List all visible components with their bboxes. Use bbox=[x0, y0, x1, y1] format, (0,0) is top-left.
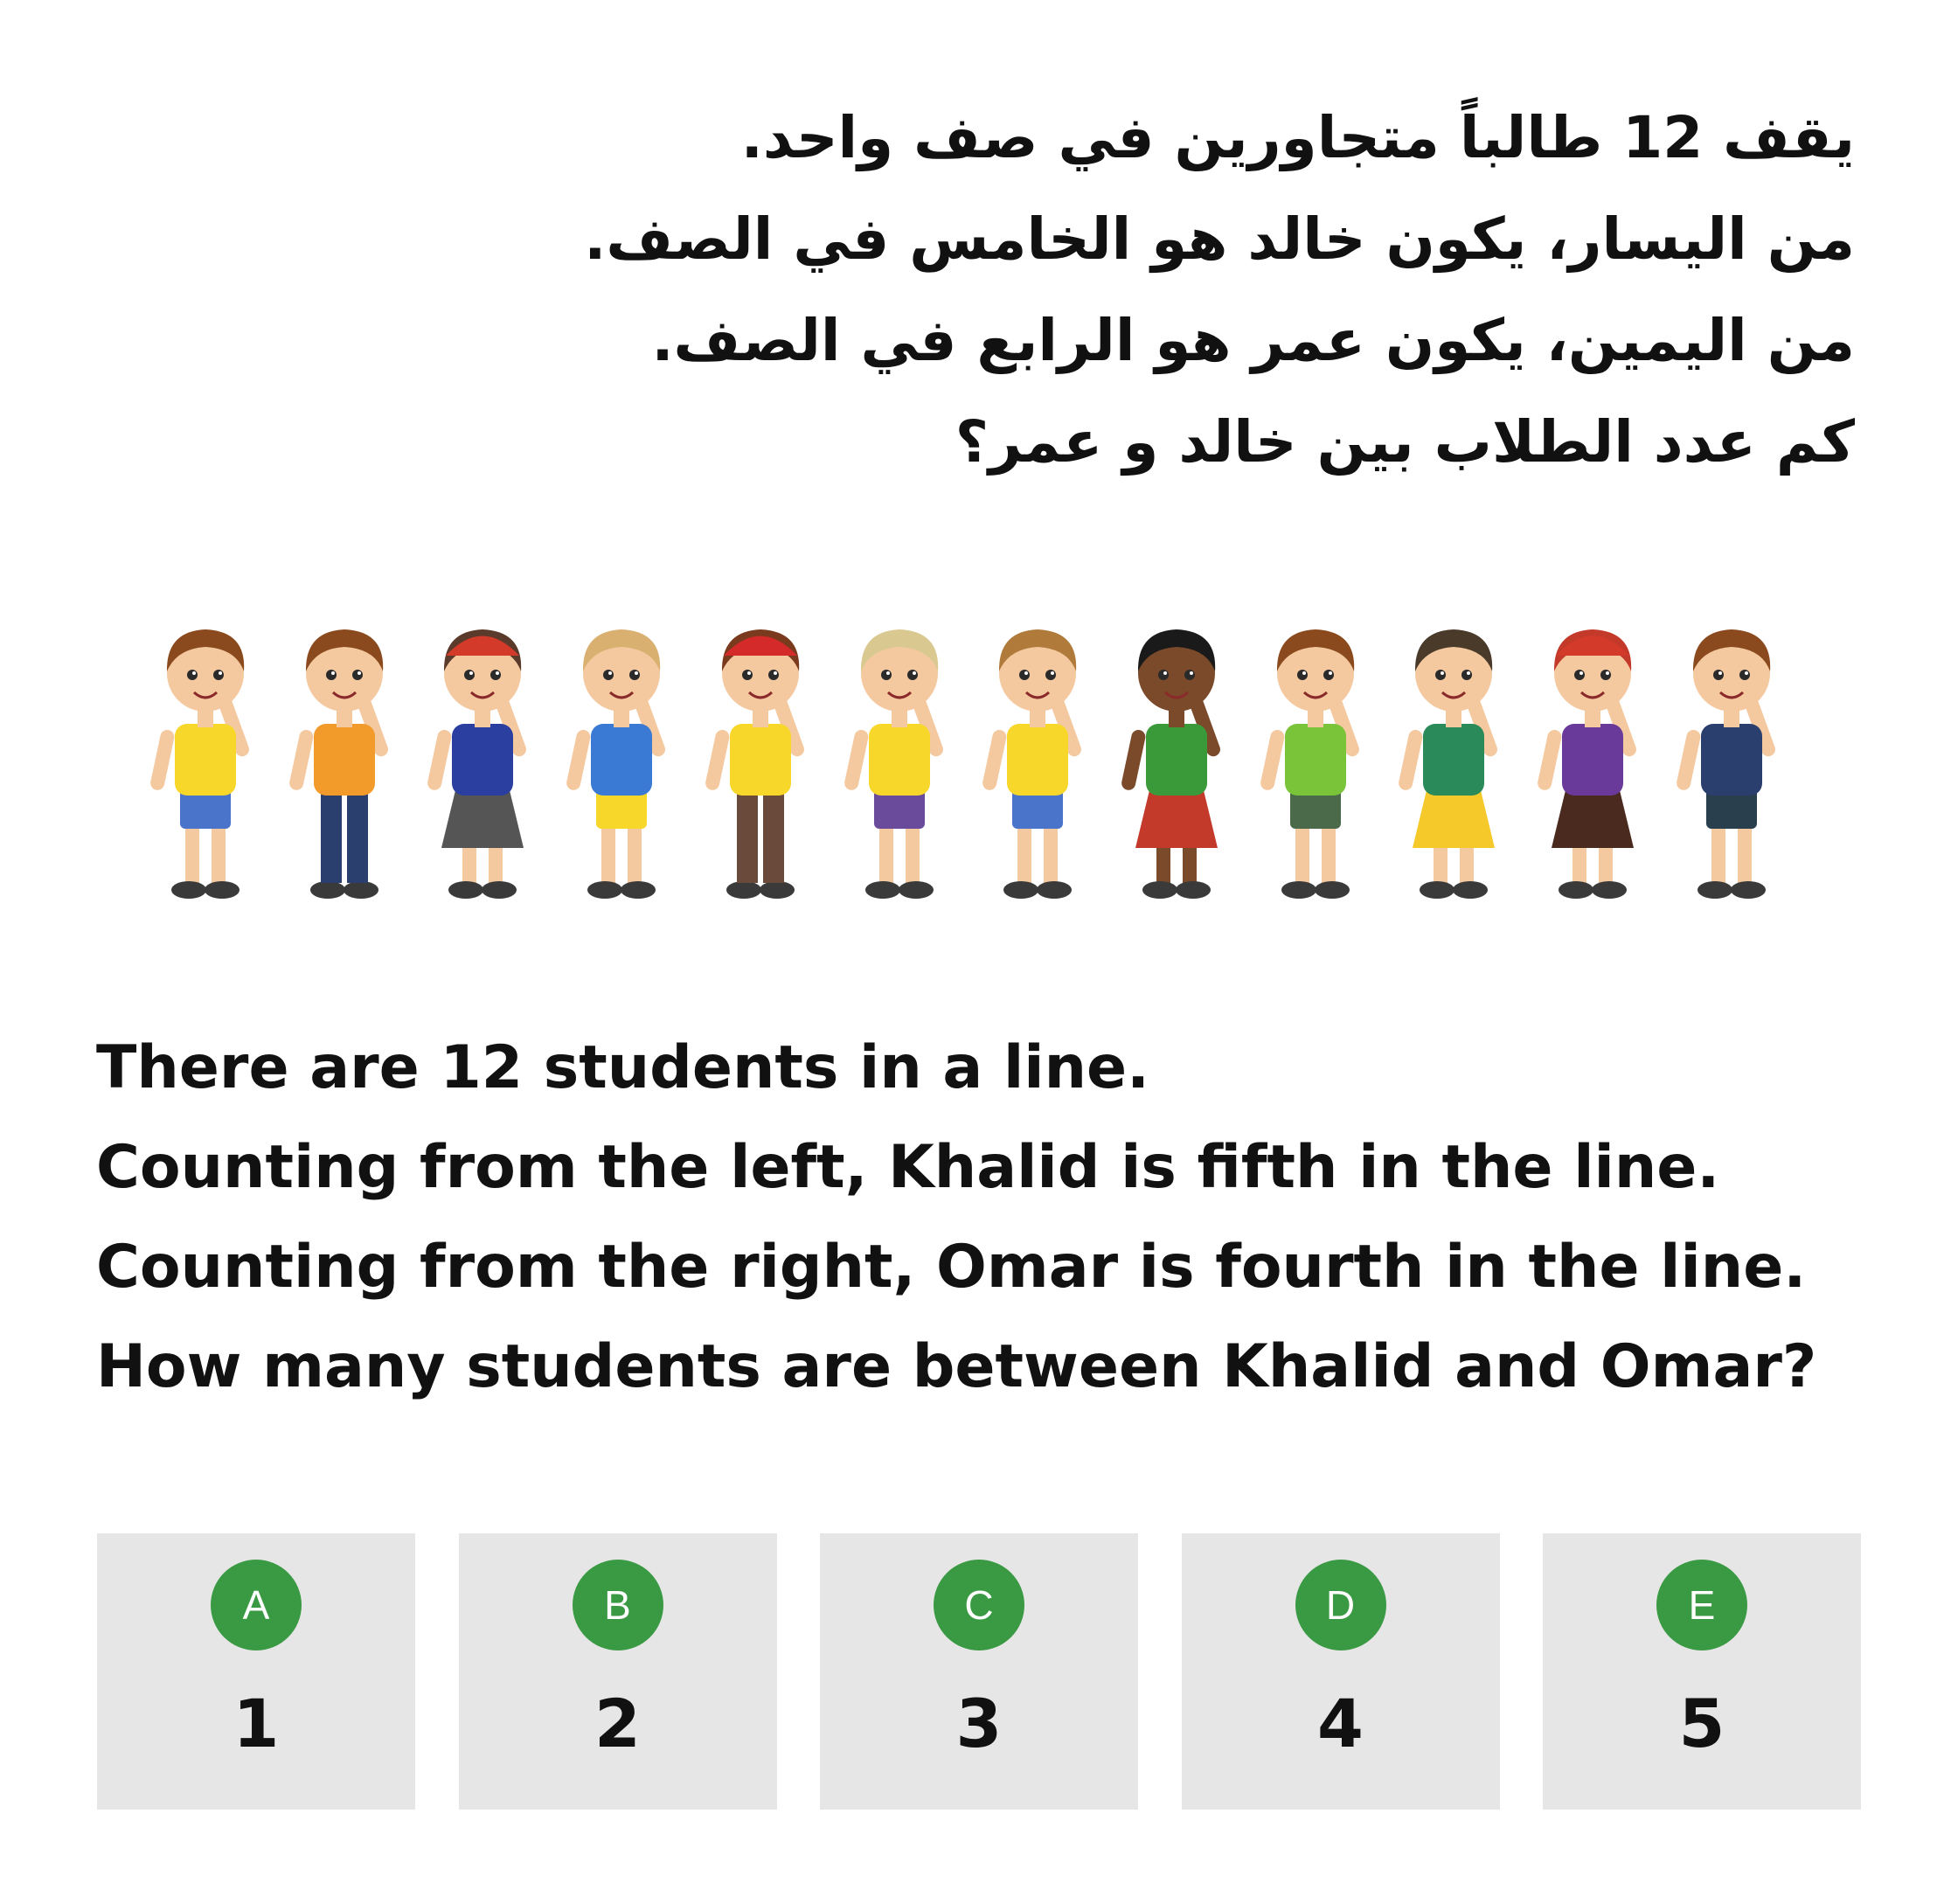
student-figure bbox=[1388, 612, 1519, 909]
option-letter-badge: D bbox=[1295, 1560, 1386, 1650]
student-figure bbox=[1111, 612, 1242, 909]
students-illustration bbox=[140, 603, 1797, 909]
student-figure bbox=[972, 612, 1103, 909]
option-letter-badge: B bbox=[573, 1560, 663, 1650]
option-value: 4 bbox=[1317, 1685, 1364, 1762]
option-value: 1 bbox=[233, 1685, 280, 1762]
english-question-line: Counting from the right, Omar is fourth in the line. bbox=[96, 1233, 1807, 1302]
student-figure bbox=[1666, 612, 1797, 909]
student-figure bbox=[556, 612, 687, 909]
student-figure bbox=[1250, 612, 1381, 909]
student-figure bbox=[417, 612, 548, 909]
option-a-card[interactable] bbox=[97, 1533, 415, 1810]
arabic-question-line: من اليمين، يكون عمر هو الرابع في الصف. bbox=[651, 307, 1855, 374]
answer-options bbox=[97, 1533, 1861, 1810]
student-figure bbox=[279, 612, 410, 909]
option-e-card[interactable] bbox=[1543, 1533, 1861, 1810]
student-figure bbox=[140, 612, 271, 909]
student-figure bbox=[1527, 612, 1658, 909]
option-c-card[interactable] bbox=[820, 1533, 1138, 1810]
arabic-question bbox=[107, 87, 1855, 493]
option-letter-badge: C bbox=[934, 1560, 1024, 1650]
arabic-question-line: من اليسار، يكون خالد هو الخامس في الصف. bbox=[584, 205, 1855, 273]
option-letter-badge: A bbox=[211, 1560, 302, 1650]
student-figure bbox=[695, 612, 826, 909]
option-value: 3 bbox=[955, 1685, 1003, 1762]
english-question bbox=[96, 1018, 1888, 1417]
option-letter-badge: E bbox=[1656, 1560, 1747, 1650]
option-b-card[interactable] bbox=[459, 1533, 777, 1810]
option-value: 5 bbox=[1678, 1685, 1725, 1762]
arabic-question-line: يقف 12 طالباً متجاورين في صف واحد. bbox=[740, 104, 1855, 171]
english-question-line: Counting from the left, Khalid is fifth in the line. bbox=[96, 1133, 1720, 1202]
option-d-card[interactable] bbox=[1182, 1533, 1500, 1810]
english-question-line: How many students are between Khalid and Omar? bbox=[96, 1332, 1817, 1401]
option-value: 2 bbox=[594, 1685, 641, 1762]
arabic-question-line: كم عدد الطلاب بين خالد و عمر؟ bbox=[955, 408, 1855, 476]
english-question-line: There are 12 students in a line. bbox=[96, 1033, 1149, 1102]
student-figure bbox=[834, 612, 965, 909]
